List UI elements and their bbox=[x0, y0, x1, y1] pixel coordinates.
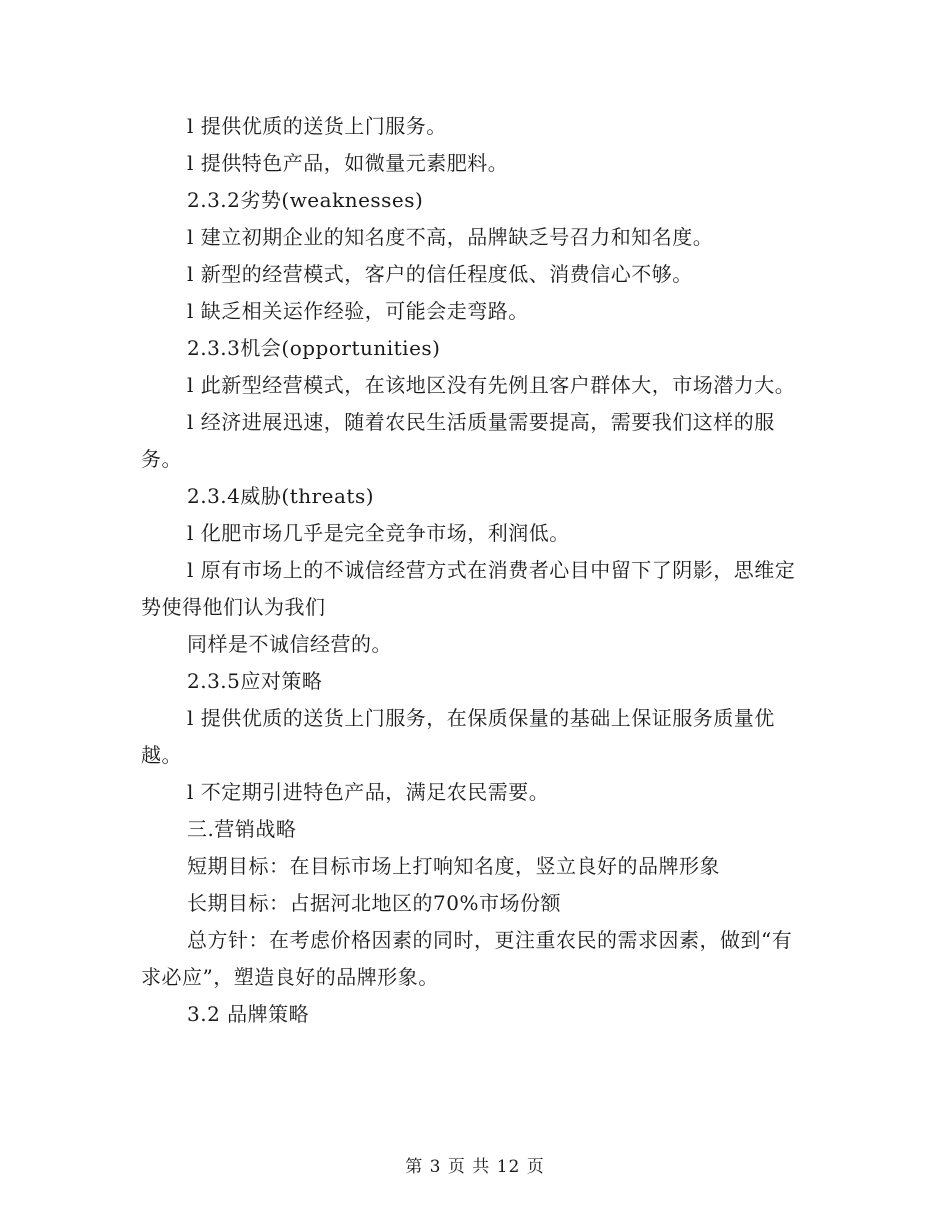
section-heading: 三.营销战略 bbox=[187, 817, 297, 841]
paragraph: l 化肥市场几乎是完全竞争市场，利润低。 bbox=[187, 521, 570, 545]
paragraph: l 原有市场上的不诚信经营方式在消费者心目中留下了阴影，思维定势使得他们认为我们 bbox=[141, 558, 796, 619]
section-heading: 3.2 品牌策略 bbox=[187, 1002, 310, 1026]
section-heading: 2.3.4威胁(threats) bbox=[187, 484, 375, 508]
section-heading: 2.3.2劣势(weaknesses) bbox=[187, 188, 424, 212]
paragraph: 长期目标：占据河北地区的70%市场份额 bbox=[187, 891, 561, 915]
document-body bbox=[141, 108, 801, 1033]
section-heading: 2.3.5应对策略 bbox=[187, 669, 323, 693]
paragraph: l 此新型经营模式，在该地区没有先例且客户群体大，市场潜力大。 bbox=[187, 373, 796, 397]
section-heading: 2.3.3机会(opportunities) bbox=[187, 336, 441, 360]
paragraph: l 建立初期企业的知名度不高，品牌缺乏号召力和知名度。 bbox=[187, 225, 714, 249]
paragraph: l 提供优质的送货上门服务。 bbox=[187, 114, 447, 138]
paragraph: l 缺乏相关运作经验，可能会走弯路。 bbox=[187, 299, 529, 323]
paragraph: l 经济进展迅速，随着农民生活质量需要提高，需要我们这样的服务。 bbox=[141, 410, 775, 471]
paragraph: 同样是不诚信经营的。 bbox=[187, 632, 392, 656]
paragraph: l 提供特色产品，如微量元素肥料。 bbox=[187, 151, 509, 175]
paragraph: 短期目标：在目标市场上打响知名度，竖立良好的品牌形象 bbox=[187, 854, 720, 878]
paragraph: l 新型的经营模式，客户的信任程度低、消费信心不够。 bbox=[187, 262, 693, 286]
paragraph: 总方针：在考虑价格因素的同时，更注重农民的需求因素，做到“有求必应”，塑造良好的品牌形象。 bbox=[141, 928, 793, 989]
paragraph: l 不定期引进特色产品，满足农民需要。 bbox=[187, 780, 550, 804]
page-footer: 第 3 页 共 12 页 bbox=[405, 1157, 545, 1177]
paragraph: l 提供优质的送货上门服务，在保质保量的基础上保证服务质量优越。 bbox=[141, 706, 775, 767]
